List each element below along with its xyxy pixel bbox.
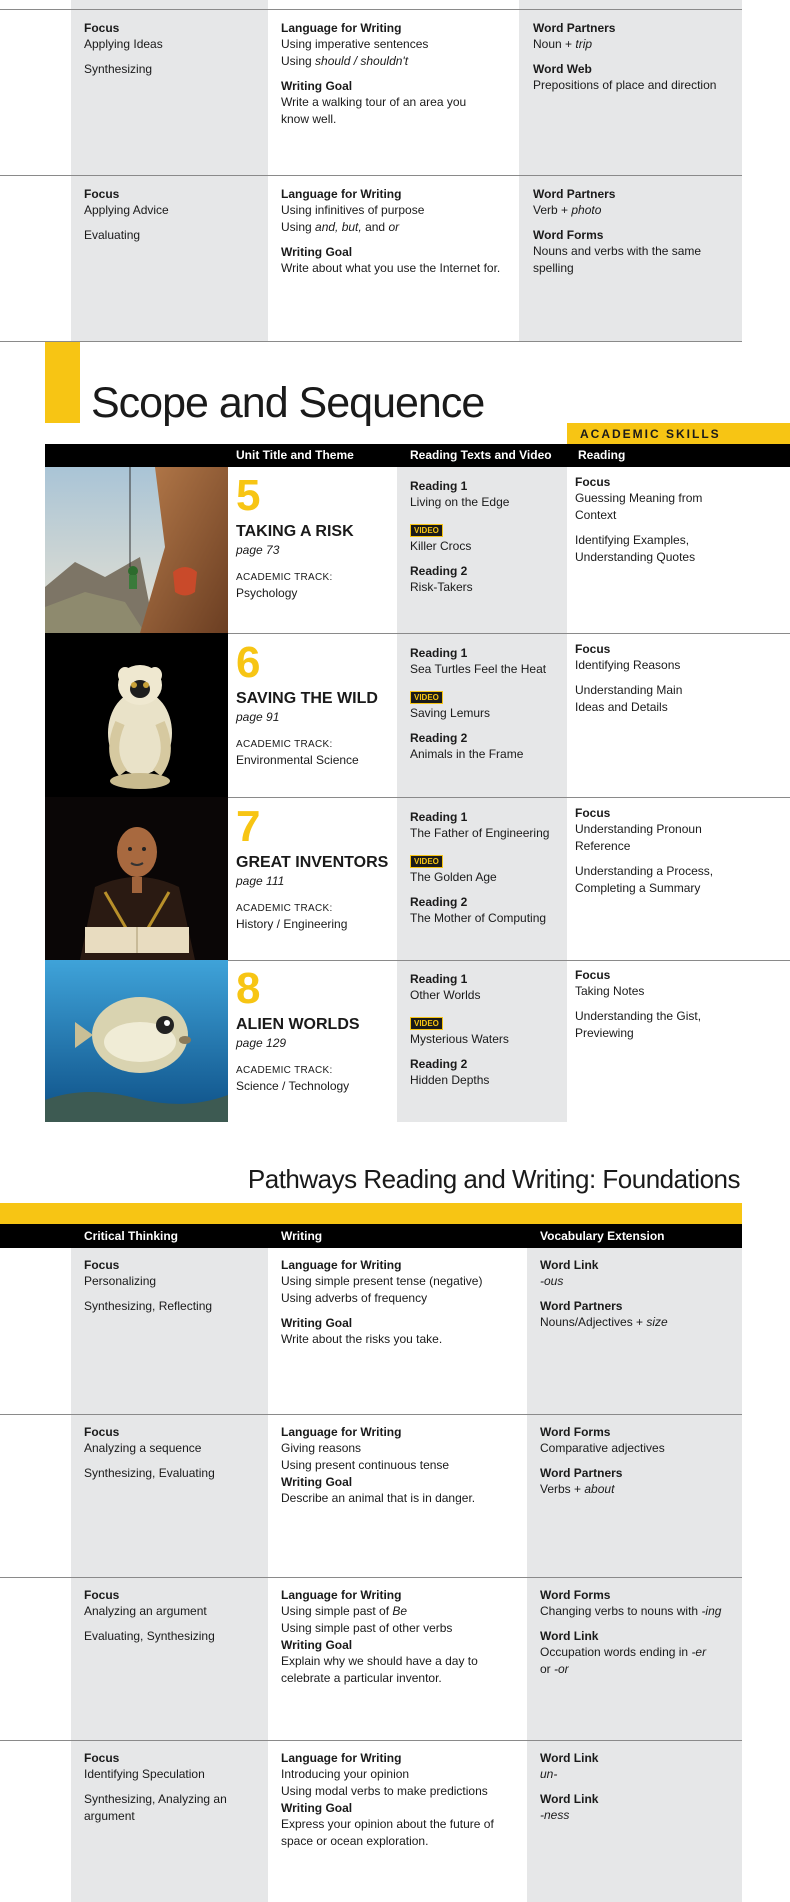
unit-title: GREAT INVENTORS [236, 854, 389, 871]
divider [0, 175, 742, 176]
unit-number: 8 [236, 964, 261, 1013]
vocabulary-cell: Word Partners Verb + photo Word Forms Nouns and verbs with the same spelling [533, 187, 702, 275]
divider [0, 341, 742, 342]
writing-cell: Language for Writing Using infinitives of purpose Using and, but, and or Writing Goal Write about what you use the Internet for. [281, 187, 501, 275]
page-title: Scope and Sequence [91, 379, 485, 427]
unit-title-cell: 6 SAVING THE WILD page 91 ACADEMIC TRACK: Environmental Science [236, 641, 391, 769]
writing-cell: Language for Writing Using simple present tense (negative) Using adverbs of frequency Writing Goal Write about the risks you take. [281, 1258, 483, 1346]
unit-title-cell: 5 TAKING A RISK page 73 ACADEMIC TRACK: Psychology [236, 474, 391, 602]
unit-number: 5 [236, 471, 261, 520]
divider [0, 1414, 742, 1415]
vocabulary-cell: Word Forms Changing verbs to nouns with -ing Word Link Occupation words ending in -er or -or [540, 1588, 722, 1676]
vocabulary-cell: Word Link un- Word Link -ness [540, 1751, 599, 1822]
critical-thinking-cell: Focus Identifying Speculation Synthesizing, Analyzing an argument [84, 1751, 227, 1823]
reading-texts-cell: Reading 1 The Father of Engineering VIDEO The Golden Age Reading 2 The Mother of Computing [410, 810, 550, 925]
divider [0, 1740, 742, 1741]
unit-7-photo [45, 797, 228, 960]
video-badge: VIDEO [410, 855, 443, 868]
unit-6-photo [45, 633, 228, 797]
video-badge: VIDEO [410, 691, 443, 704]
accent-band [0, 1203, 742, 1224]
video-badge: VIDEO [410, 1017, 443, 1030]
critical-thinking-cell: Focus Analyzing a sequence Synthesizing, Evaluating [84, 1425, 215, 1480]
writing-cell: Language for Writing Giving reasons Using present continuous tense Writing Goal Describe an animal that is in danger. [281, 1425, 476, 1505]
writing-cell: Language for Writing Using imperative sentences Using should / shouldn't Writing Goal Write a walking tour of an area you know well. [281, 21, 467, 126]
reading-skills-cell: Focus Guessing Meaning from Context Identifying Examples, Understanding Quotes [575, 475, 703, 564]
vocabulary-cell: Word Partners Noun + trip Word Web Prepositions of place and direction [533, 21, 717, 92]
unit-number: 6 [236, 638, 261, 687]
writing-cell: Language for Writing Introducing your opinion Using modal verbs to make predictions Writing Goal Express your opinion about the future of space or ocean exploration. [281, 1751, 494, 1848]
unit-title: SAVING THE WILD [236, 690, 378, 707]
divider [0, 1577, 742, 1578]
header-critical-thinking: Critical Thinking [84, 1229, 179, 1243]
header-vocabulary-extension: Vocabulary Extension [540, 1229, 665, 1243]
unit-title: ALIEN WORLDS [236, 1016, 360, 1033]
academic-skills-label: ACADEMIC SKILLS [580, 427, 721, 441]
unit-title: TAKING A RISK [236, 523, 354, 540]
reading-skills-cell: Focus Identifying Reasons Understanding Main Ideas and Details [575, 642, 683, 714]
unit-title-cell: 7 GREAT INVENTORS page 111 ACADEMIC TRACK: History / Engineering [236, 805, 391, 933]
unit-5-photo [45, 467, 228, 633]
header-unit-title: Unit Title and Theme [236, 448, 354, 462]
critical-thinking-cell: Focus Applying Advice Evaluating [84, 187, 169, 242]
reading-texts-cell: Reading 1 Sea Turtles Feel the Heat VIDEO Saving Lemurs Reading 2 Animals in the Frame [410, 646, 547, 761]
critical-thinking-cell: Focus Applying Ideas Synthesizing [84, 21, 163, 76]
video-badge: VIDEO [410, 524, 443, 537]
reading-texts-cell: Reading 1 Other Worlds VIDEO Mysterious Waters Reading 2 Hidden Depths [410, 972, 509, 1087]
critical-thinking-cell: Focus Personalizing Synthesizing, Reflecting [84, 1258, 213, 1313]
unit-8-photo [45, 960, 228, 1122]
writing-cell: Language for Writing Using simple past of Be Using simple past of other verbs Writing Goal Explain why we should have a day to celebrate a particular inventor. [281, 1588, 478, 1685]
unit-title-cell: 8 ALIEN WORLDS page 129 ACADEMIC TRACK: Science / Technology [236, 967, 391, 1095]
reading-skills-cell: Focus Understanding Pronoun Reference Understanding a Process, Completing a Summary [575, 806, 714, 895]
header-writing: Writing [281, 1229, 323, 1243]
header-reading: Reading [578, 448, 626, 462]
header-reading-texts: Reading Texts and Video [410, 448, 552, 462]
accent-bar [45, 342, 80, 423]
divider [0, 9, 742, 10]
unit-number: 7 [236, 802, 261, 851]
reading-texts-cell: Reading 1 Living on the Edge VIDEO Killer Crocs Reading 2 Risk-Takers [410, 479, 510, 594]
section-title: Pathways Reading and Writing: Foundations [247, 1164, 740, 1194]
critical-thinking-cell: Focus Analyzing an argument Evaluating, Synthesizing [84, 1588, 215, 1643]
reading-skills-cell: Focus Taking Notes Understanding the Gist, Previewing [575, 968, 702, 1040]
vocabulary-cell: Word Link -ous Word Partners Nouns/Adjectives + size [540, 1258, 668, 1329]
vocabulary-cell: Word Forms Comparative adjectives Word Partners Verbs + about [540, 1425, 665, 1496]
